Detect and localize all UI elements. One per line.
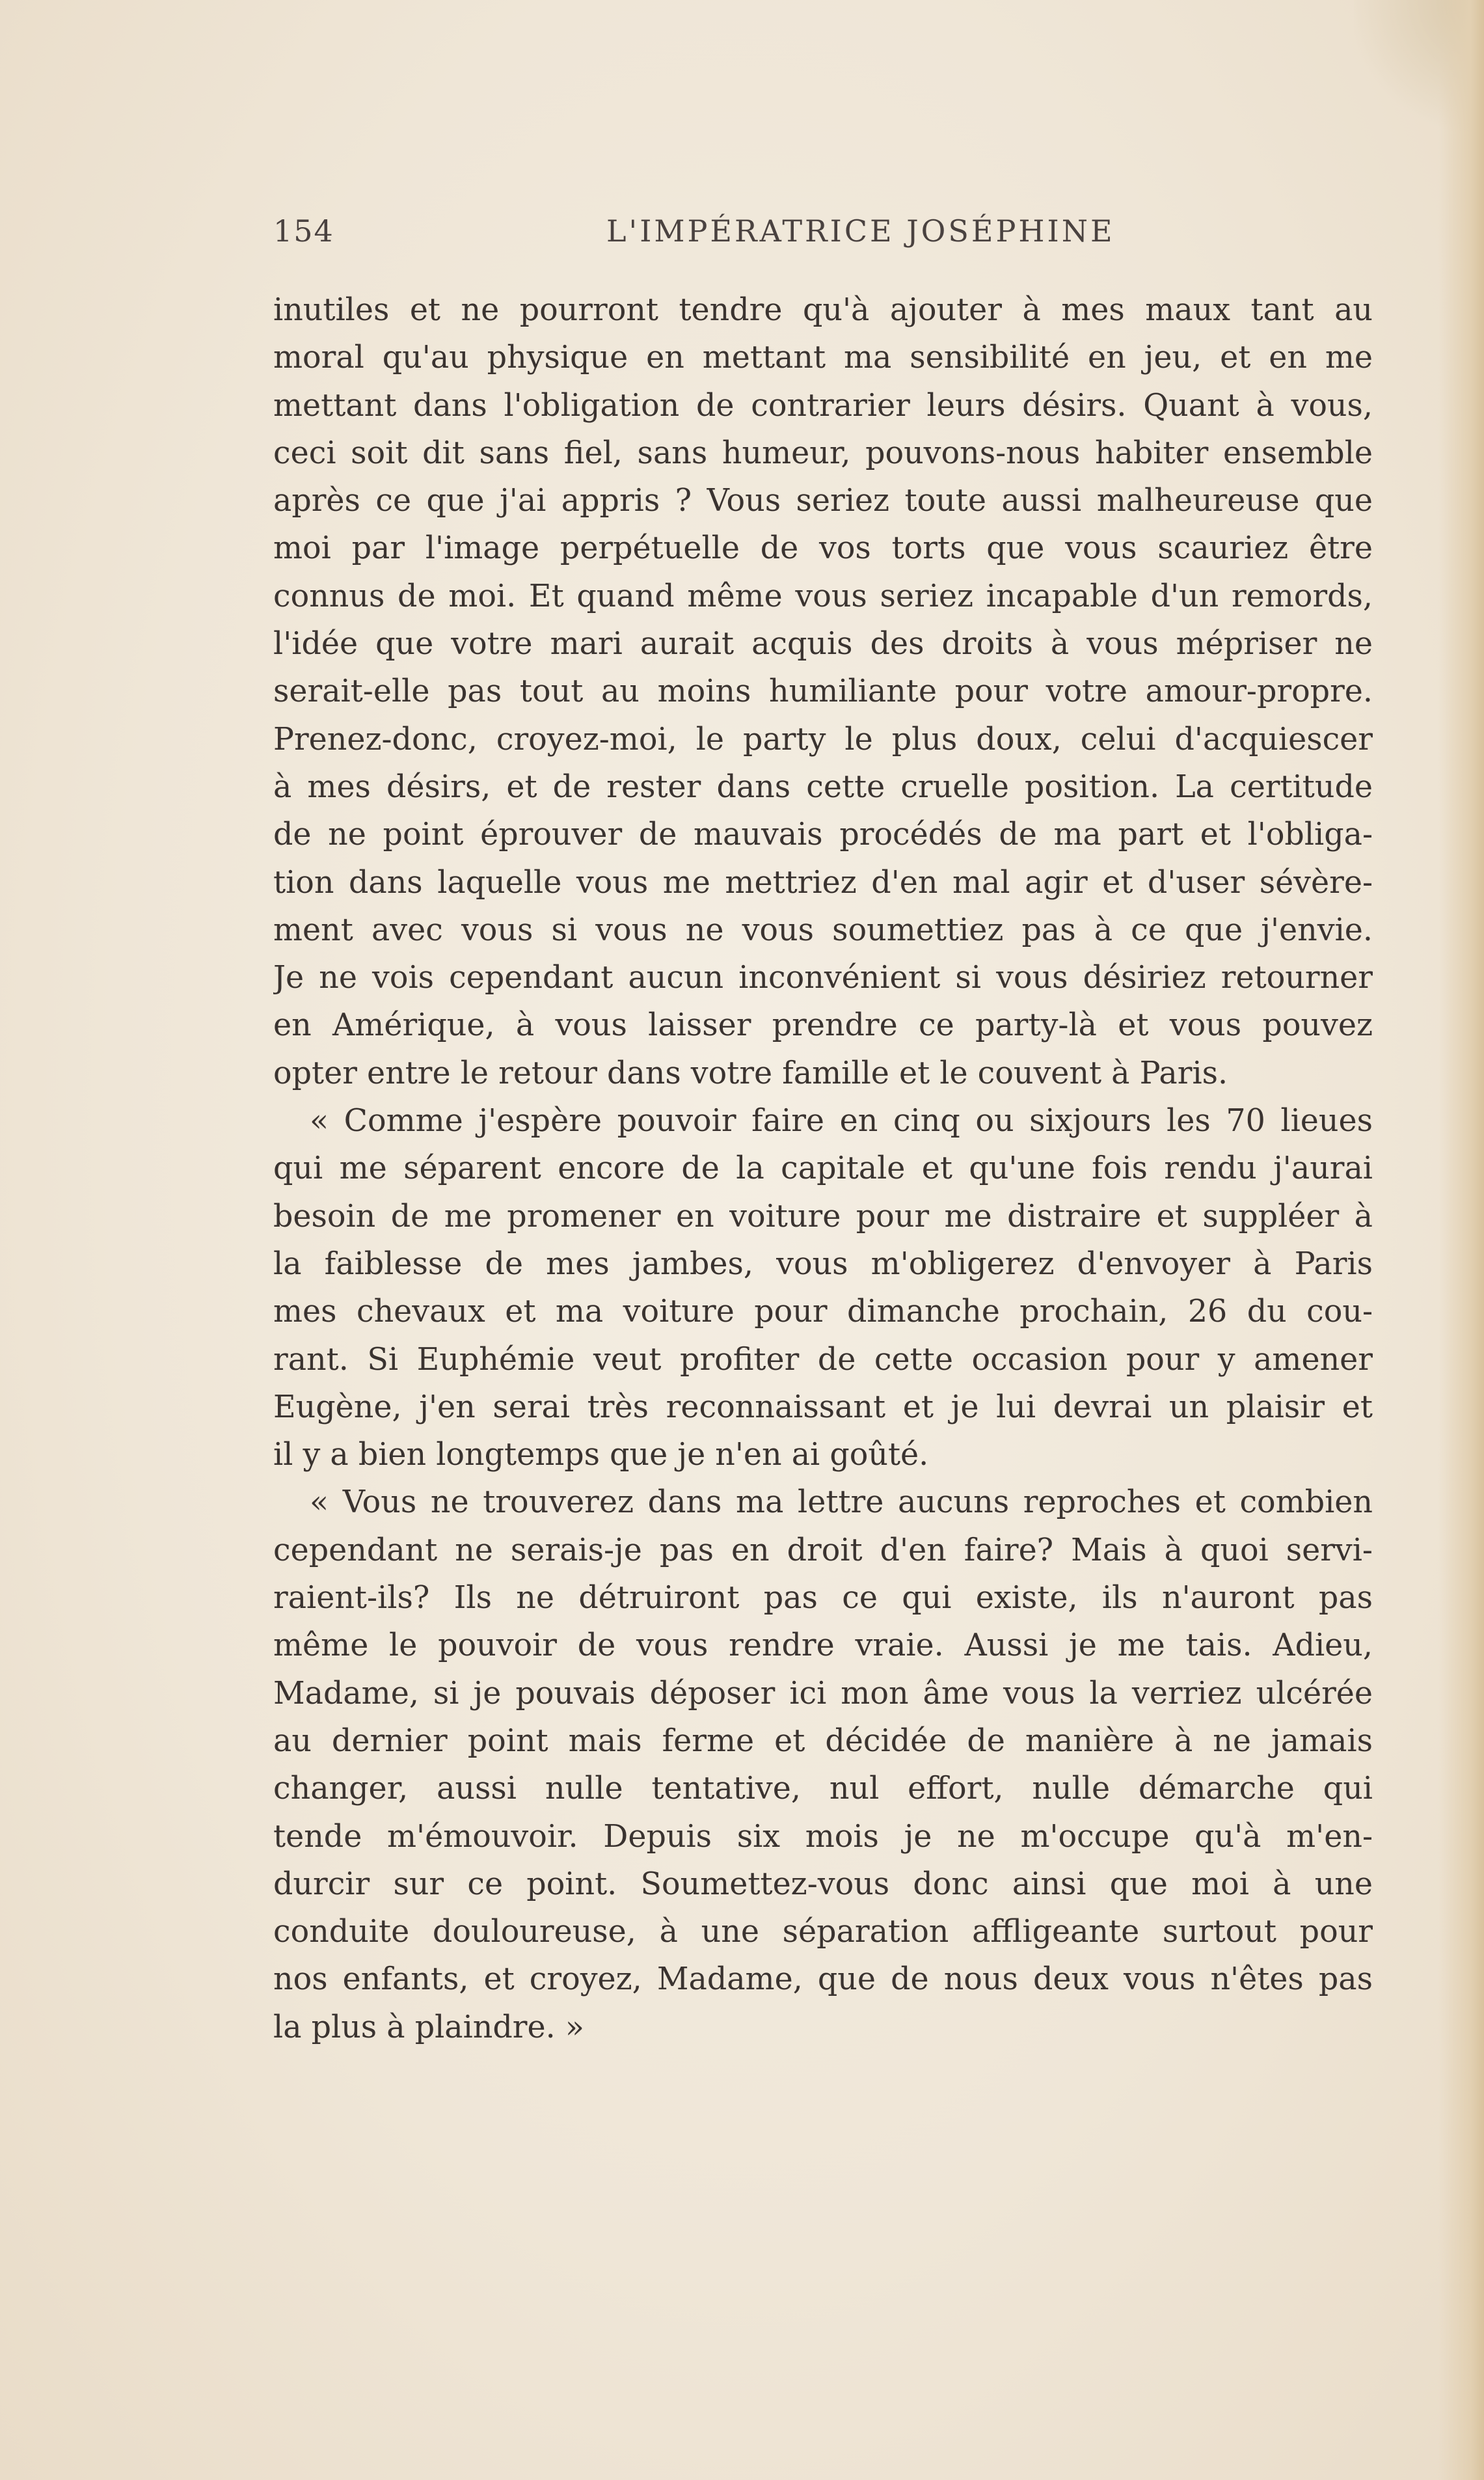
text-line: besoin de me promener en voiture pour me distraire et suppléer à [273, 1198, 1373, 1234]
text-line: au dernier point mais ferme et décidée de manière à ne jamais [273, 1723, 1373, 1759]
text-line: en Amérique, à vous laisser prendre ce party-là et vous pouvez [273, 1007, 1373, 1044]
text-line: opter entre le retour dans votre famille et le couvent à Paris. [273, 1055, 1228, 1091]
text-line: après ce que j'ai appris ? Vous seriez toute aussi malheureuse que [273, 483, 1373, 519]
text-line: à mes désirs, et de rester dans cette cruelle position. La certitude [273, 769, 1373, 805]
text-line: durcir sur ce point. Soumettez-vous donc ainsi que moi à une [273, 1866, 1373, 1902]
text-line: cependant ne serais-je pas en droit d'en faire? Mais à quoi servi- [273, 1532, 1373, 1568]
text-line: même le pouvoir de vous rendre vraie. Aussi je me tais. Adieu, [273, 1628, 1373, 1664]
text-line: la faiblesse de mes jambes, vous m'obligerez d'envoyer à Paris [273, 1246, 1373, 1282]
body-text [273, 286, 1373, 2051]
text-line: Eugène, j'en serai très reconnaissant et je lui devrai un plaisir et [273, 1389, 1373, 1425]
text-line: inutiles et ne pourront tendre qu'à ajouter à mes maux tant au [273, 292, 1373, 328]
text-line: mettant dans l'obligation de contrarier leurs désirs. Quant à vous, [273, 387, 1373, 424]
text-line: « Vous ne trouverez dans ma lettre aucuns reproches et combien [310, 1484, 1373, 1521]
text-line: l'idée que votre mari aurait acquis des droits à vous mépriser ne [273, 626, 1373, 662]
text-line: nos enfants, et croyez, Madame, que de nous deux vous n'êtes pas [273, 1961, 1373, 1998]
text-line: « Comme j'espère pouvoir faire en cinq ou sixjours les 70 lieues [310, 1103, 1373, 1139]
text-line: moi par l'image perpétuelle de vos torts que vous scauriez être [273, 530, 1373, 567]
text-line: connus de moi. Et quand même vous seriez incapable d'un remords, [273, 578, 1373, 614]
text-line: tende m'émouvoir. Depuis six mois je ne m'occupe qu'à m'en- [273, 1818, 1373, 1855]
text-line: ment avec vous si vous ne vous soumettiez pas à ce que j'envie. [273, 912, 1373, 948]
running-header [273, 213, 1379, 259]
text-line: rant. Si Euphémie veut profiter de cette occasion pour y amener [273, 1341, 1373, 1378]
page-edge-shading [1438, 0, 1484, 2480]
text-line: changer, aussi nulle tentative, nul effort, nulle démarche qui [273, 1771, 1373, 1807]
text-line: de ne point éprouver de mauvais procédés de ma part et l'obliga- [273, 817, 1373, 853]
text-line: Madame, si je pouvais déposer ici mon âme vous la verriez ulcérée [273, 1675, 1373, 1711]
text-line: mes chevaux et ma voiture pour dimanche prochain, 26 du cou- [273, 1294, 1373, 1330]
text-line: tion dans laquelle vous me mettriez d'en mal agir et d'user sévère- [273, 864, 1373, 901]
text-line: ceci soit dit sans fiel, sans humeur, pouvons-nous habiter ensemble [273, 435, 1373, 471]
text-line: il y a bien longtemps que je n'en ai goûté. [273, 1437, 929, 1473]
text-line: Prenez-donc, croyez-moi, le party le plus doux, celui d'acquiescer [273, 721, 1373, 757]
text-line: conduite douloureuse, à une séparation affligeante surtout pour [273, 1914, 1373, 1950]
text-line: qui me séparent encore de la capitale et qu'une fois rendu j'aurai [273, 1151, 1373, 1187]
running-title: L'IMPÉRATRICE JOSÉPHINE [606, 213, 1115, 249]
page-number: 154 [273, 213, 334, 249]
text-line: Je ne vois cependant aucun inconvénient si vous désiriez retourner [273, 960, 1373, 996]
text-line: la plus à plaindre. » [273, 2009, 584, 2045]
text-line: serait-elle pas tout au moins humiliante pour votre amour-propre. [273, 674, 1373, 710]
text-line: moral qu'au physique en mettant ma sensibilité en jeu, et en me [273, 340, 1373, 376]
text-line: raient-ils? Ils ne détruiront pas ce qui existe, ils n'auront pas [273, 1580, 1373, 1616]
